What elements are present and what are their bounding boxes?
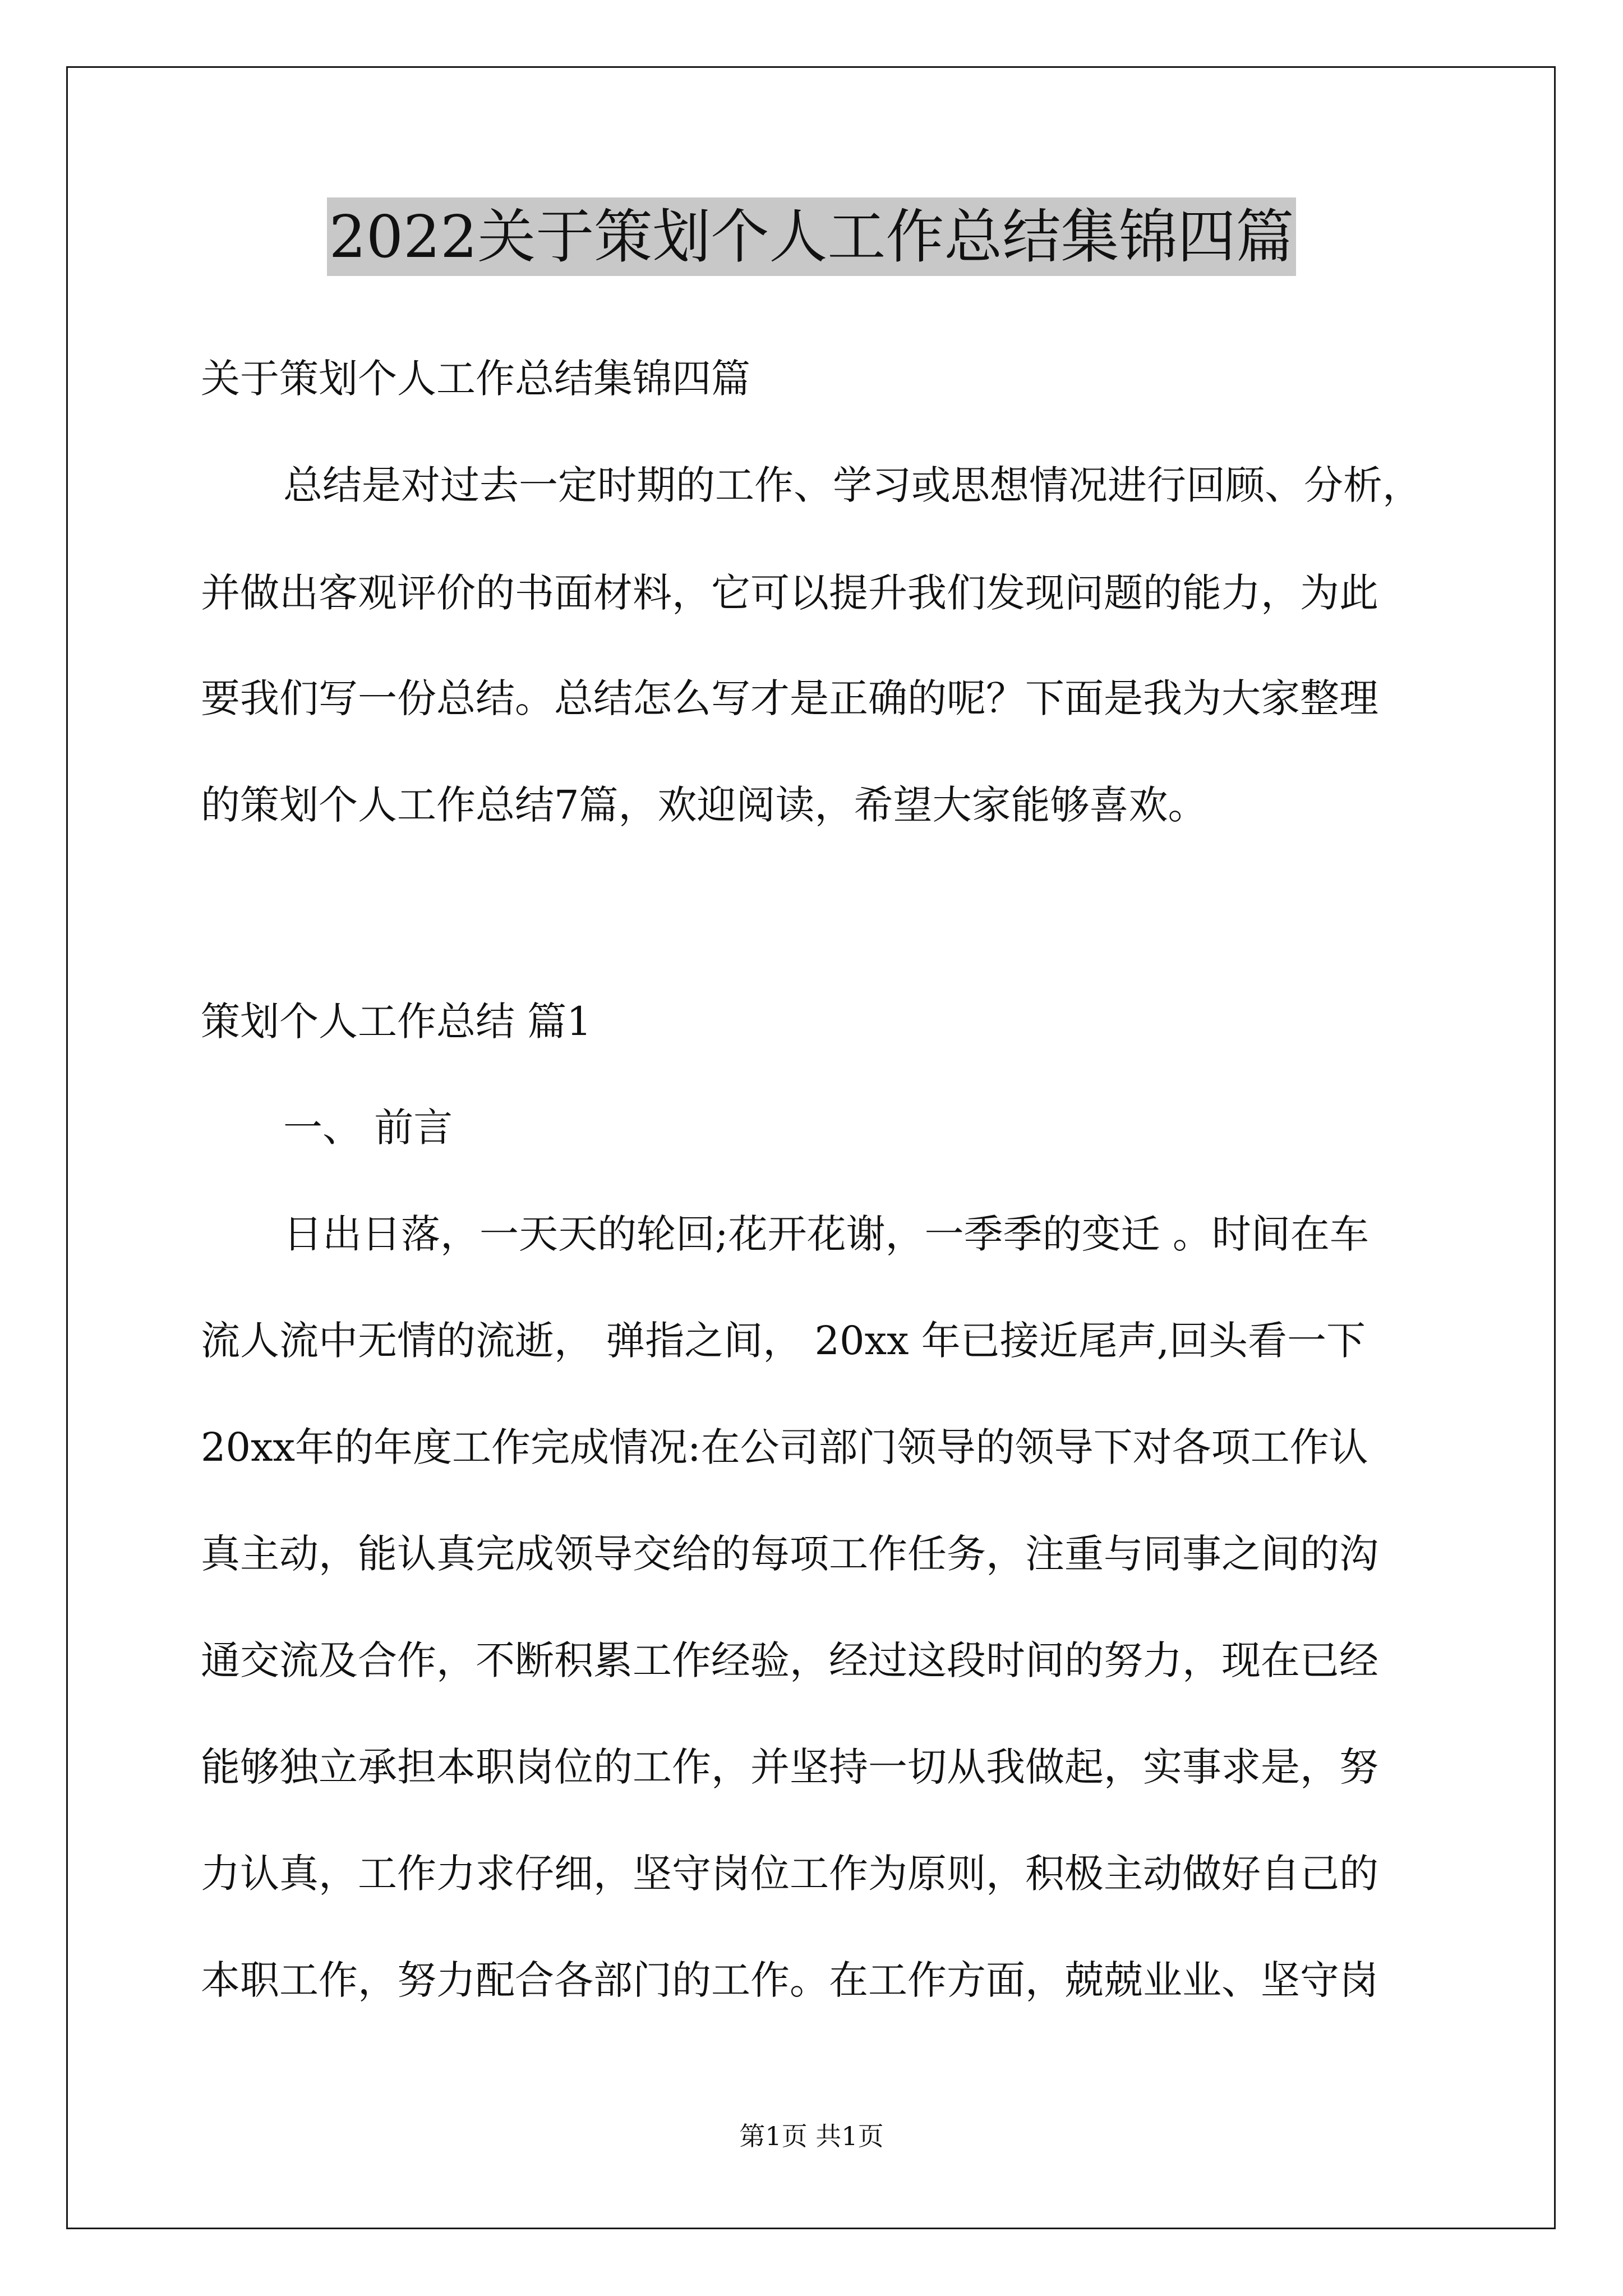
page-footer: 第1页 共1页 <box>739 2121 884 2151</box>
body-line: 20xx年的年度工作完成情况:在公司部门领导的领导下对各项工作认 <box>201 1424 1368 1470</box>
body-line: 真主动，能认真完成领导交给的每项工作任务，注重与同事之间的沟 <box>201 1531 1378 1577</box>
document-subtitle: 关于策划个人工作总结集锦四篇 <box>201 356 750 402</box>
body-line: 能够独立承担本职岗位的工作，并坚持一切从我做起，实事求是，努 <box>201 1744 1378 1790</box>
body-line: 本职工作，努力配合各部门的工作。在工作方面，兢兢业业、坚守岗 <box>201 1957 1378 2003</box>
body-line: 流人流中无情的流逝， 弹指之间， 20xx 年已接近尾声,回头看一下 <box>201 1318 1366 1364</box>
title-container <box>0 197 1623 276</box>
section-heading: 策划个人工作总结 篇1 <box>201 999 592 1045</box>
intro-line: 并做出客观评价的书面材料，它可以提升我们发现问题的能力，为此 <box>201 570 1378 616</box>
document-title: 2022关于策划个人工作总结集锦四篇 <box>327 197 1297 276</box>
intro-line: 要我们写一份总结。总结怎么写才是正确的呢？下面是我为大家整理 <box>201 675 1378 721</box>
body-line: 通交流及合作，不断积累工作经验，经过这段时间的努力，现在已经 <box>201 1637 1378 1683</box>
body-line: 力认真，工作力求仔细，坚守岗位工作为原则，积极主动做好自己的 <box>201 1851 1378 1897</box>
intro-line: 的策划个人工作总结7篇，欢迎阅读，希望大家能够喜欢。 <box>201 782 1207 828</box>
body-line: 日出日落，一天天的轮回;花开花谢，一季季的变迁 。时间在车 <box>283 1211 1369 1257</box>
section-subheading: 一、 前言 <box>283 1105 453 1151</box>
intro-line: 总结是对过去一定时期的工作、学习或思想情况进行回顾、分析， <box>283 462 1422 508</box>
